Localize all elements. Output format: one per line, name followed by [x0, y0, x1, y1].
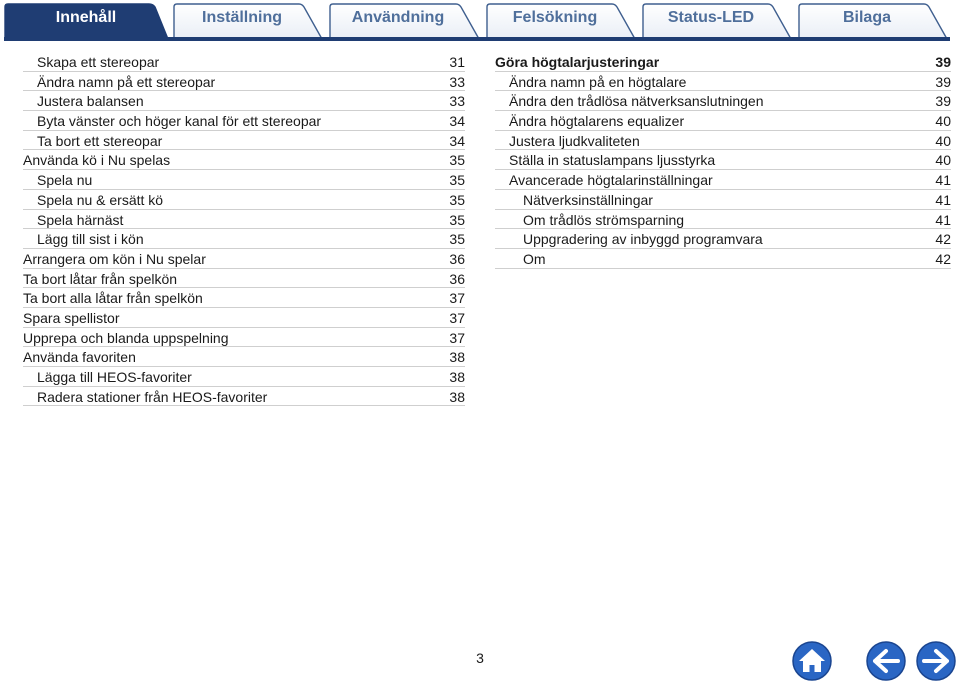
toc-row[interactable] — [23, 210, 465, 230]
toc-row[interactable] — [23, 387, 465, 407]
toc-page: 35 — [449, 191, 465, 208]
toc-page: 37 — [449, 329, 465, 346]
toc-title: Lägga till HEOS-favoriter — [37, 369, 192, 385]
toc-row[interactable] — [23, 131, 465, 151]
toc-page: 31 — [449, 54, 465, 70]
toc-title: Ändra namn på ett stereopar — [37, 73, 216, 90]
toc-page: 35 — [449, 211, 465, 228]
toc-title: Ändra den trådlösa nätverksanslutningen — [509, 93, 764, 110]
toc-page: 33 — [449, 73, 465, 90]
toc-title: Spela nu & ersätt kö — [37, 191, 164, 208]
toc-row[interactable] — [23, 328, 465, 348]
toc-row[interactable] — [23, 72, 465, 92]
toc-page: 41 — [935, 172, 951, 189]
toc-right-column — [495, 52, 951, 269]
toc-title: Uppgradering av inbyggd programvara — [523, 231, 763, 248]
toc-row[interactable] — [495, 111, 951, 131]
toc-row[interactable] — [495, 229, 951, 249]
toc-row[interactable] — [495, 190, 951, 210]
toc-page: 42 — [935, 231, 951, 248]
toc-row[interactable] — [495, 91, 951, 111]
toc-page: 34 — [449, 132, 465, 149]
toc-title: Upprepa och blanda uppspelning — [23, 329, 229, 346]
toc-page: 33 — [449, 93, 465, 110]
tab-appendix[interactable]: Bilaga — [842, 9, 891, 26]
toc-title: Om — [523, 250, 546, 267]
toc-row[interactable] — [23, 91, 465, 111]
toc-title: Spara spellistor — [23, 309, 120, 326]
toc-title: Justera ljudkvaliteten — [509, 132, 640, 149]
toc-title: Spela härnäst — [37, 211, 124, 228]
tab-usage[interactable]: Användning — [351, 9, 445, 26]
toc-title: Ta bort låtar från spelkön — [23, 270, 178, 287]
toc-page: 38 — [449, 369, 465, 385]
toc-title: Spela nu — [37, 172, 93, 189]
toc-row[interactable] — [23, 347, 465, 367]
toc-page: 34 — [449, 113, 465, 130]
toc-title: Lägg till sist i kön — [37, 231, 144, 248]
toc-row[interactable] — [495, 72, 951, 92]
toc-title: Om trådlös strömsparning — [523, 211, 685, 228]
tab-settings[interactable]: Inställning — [202, 9, 282, 26]
toc-page: 36 — [449, 270, 465, 287]
toc-row[interactable] — [23, 229, 465, 249]
toc-title: Göra högtalarjusteringar — [495, 54, 660, 70]
toc-page: 41 — [935, 191, 951, 208]
toc-title: Ställa in statuslampans ljusstyrka — [509, 152, 716, 169]
toc-left-column — [23, 52, 465, 406]
page-number: 3 — [476, 650, 484, 666]
toc-page: 37 — [449, 309, 465, 326]
toc-row[interactable] — [23, 190, 465, 210]
toc-title: Justera balansen — [37, 93, 144, 110]
toc-row[interactable] — [23, 170, 465, 190]
toc-page: 40 — [935, 113, 951, 130]
arrow-right-icon — [916, 641, 956, 681]
toc-page: 35 — [449, 231, 465, 248]
toc-title: Byta vänster och höger kanal för ett stereopar — [37, 113, 322, 130]
toc-row[interactable] — [23, 150, 465, 170]
toc-title: Ändra högtalarens equalizer — [509, 113, 685, 130]
toc-row[interactable] — [23, 288, 465, 308]
toc-title: Ta bort ett stereopar — [37, 132, 163, 149]
tab-contents[interactable]: Innehåll — [55, 9, 117, 26]
toc-title: Nätverksinställningar — [523, 191, 653, 208]
toc-title: Använda favoriten — [23, 349, 136, 366]
toc-title: Radera stationer från HEOS-favoriter — [37, 388, 268, 405]
next-page-button[interactable] — [916, 641, 956, 681]
toc-page: 37 — [449, 290, 465, 307]
toc-page: 40 — [935, 132, 951, 149]
tab-troubleshooting[interactable]: Felsökning — [512, 9, 598, 26]
toc-row[interactable] — [495, 150, 951, 170]
toc-section-heading[interactable] — [495, 52, 951, 72]
toc-row[interactable] — [23, 111, 465, 131]
toc-row[interactable] — [23, 367, 465, 387]
toc-page: 35 — [449, 152, 465, 169]
arrow-left-icon — [866, 641, 906, 681]
toc-row[interactable] — [495, 210, 951, 230]
toc-row[interactable] — [495, 131, 951, 151]
toc-page: 38 — [449, 349, 465, 366]
toc-page: 35 — [449, 172, 465, 189]
toc-row[interactable] — [495, 170, 951, 190]
toc-page: 36 — [449, 250, 465, 267]
tab-bar — [4, 3, 948, 41]
previous-page-button[interactable] — [866, 641, 906, 681]
toc-page: 39 — [935, 54, 951, 70]
tab-bar-underline — [4, 37, 950, 41]
toc-row[interactable] — [23, 249, 465, 269]
toc-row[interactable] — [23, 308, 465, 328]
tab-status-led[interactable]: Status-LED — [667, 9, 755, 26]
toc-page: 39 — [935, 93, 951, 110]
toc-title: Avancerade högtalarinställningar — [509, 172, 713, 189]
toc-title: Arrangera om kön i Nu spelar — [23, 250, 206, 267]
home-button[interactable] — [792, 641, 832, 681]
toc-title: Använda kö i Nu spelas — [23, 152, 171, 169]
toc-page: 39 — [935, 73, 951, 90]
toc-row[interactable] — [23, 52, 465, 72]
toc-row[interactable] — [495, 249, 951, 269]
toc-row[interactable] — [23, 269, 465, 289]
home-icon — [792, 641, 832, 681]
toc-page: 41 — [935, 211, 951, 228]
toc-title: Ta bort alla låtar från spelkön — [23, 290, 203, 307]
toc-page: 40 — [935, 152, 951, 169]
toc-page: 42 — [935, 250, 951, 267]
toc-title: Skapa ett stereopar — [37, 54, 160, 70]
toc-title: Ändra namn på en högtalare — [509, 73, 687, 90]
toc-page: 38 — [449, 388, 465, 405]
